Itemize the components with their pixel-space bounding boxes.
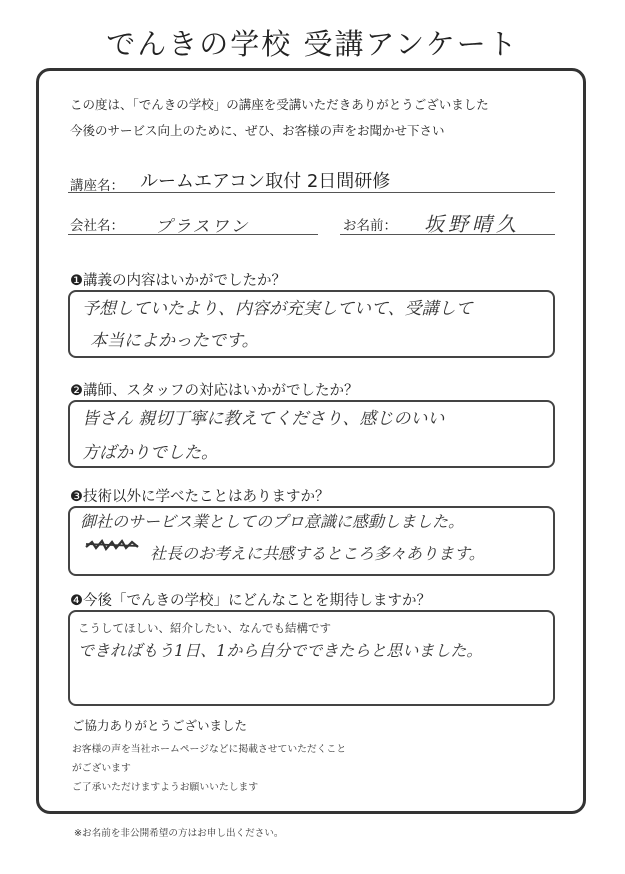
answer-2-line-2: 方ばかりでした。 [82,443,218,463]
answer-1-line-2: 本当によかったです。 [90,331,259,351]
name-label: お名前： [343,218,397,234]
question-4-hint: こうしてほしい、紹介したい、なんでも結構です [78,621,331,635]
intro-line-2: 今後のサービス向上のために、ぜひ、お客様の声をお聞かせ下さい [70,123,445,138]
footnote: ※お名前を非公開希望の方はお申し出ください。 [74,828,284,839]
answer-4-line-1: できればもう1日、1から自分でできたらと思いました。 [78,641,483,660]
question-1-title: ❶講義の内容はいかがでしたか？ [70,273,286,289]
course-label: 講座名： [70,178,124,194]
company-value: プラスワン [155,217,250,237]
name-value: 坂野晴久 [424,212,520,236]
course-underline [68,192,555,193]
question-4-title: ❹今後「でんきの学校」にどんなことを期待しますか？ [70,593,431,609]
closing-line-3: ご了承いただけますようお願いいたします [72,782,259,793]
closing-line-1: お客様の声を当社ホームページなどに掲載させていただくこと [72,744,347,755]
question-2-title: ❷講師、スタッフの対応はいかがでしたか？ [70,383,359,399]
course-value: ルームエアコン取付 2日間研修 [140,171,391,192]
answer-3-line-1: 御社のサービス業としてのプロ意識に感動しました。 [80,512,465,531]
closing-line-2: がございます [72,763,131,774]
name-underline [340,234,555,235]
company-label: 会社名： [70,218,124,234]
answer-1-line-1: 予想していたより、内容が充実していて、受講して [82,299,473,319]
question-3-title: ❸技術以外に学べたことはありますか？ [70,489,330,505]
answer-2-line-1: 皆さん 親切丁寧に教えてくださり、感じのいい [82,409,445,429]
answer-3-line-2: 社長のお考えに共感するところ多々あります。 [150,544,485,563]
closing-thanks: ご協力ありがとうございました [72,718,248,733]
intro-line-1: この度は、「でんきの学校」の講座を受講いただきありがとうございました [70,97,489,112]
page-title: でんきの学校 受講アンケート [106,27,519,61]
company-underline [68,234,318,235]
scribbled-out-text [84,538,140,552]
